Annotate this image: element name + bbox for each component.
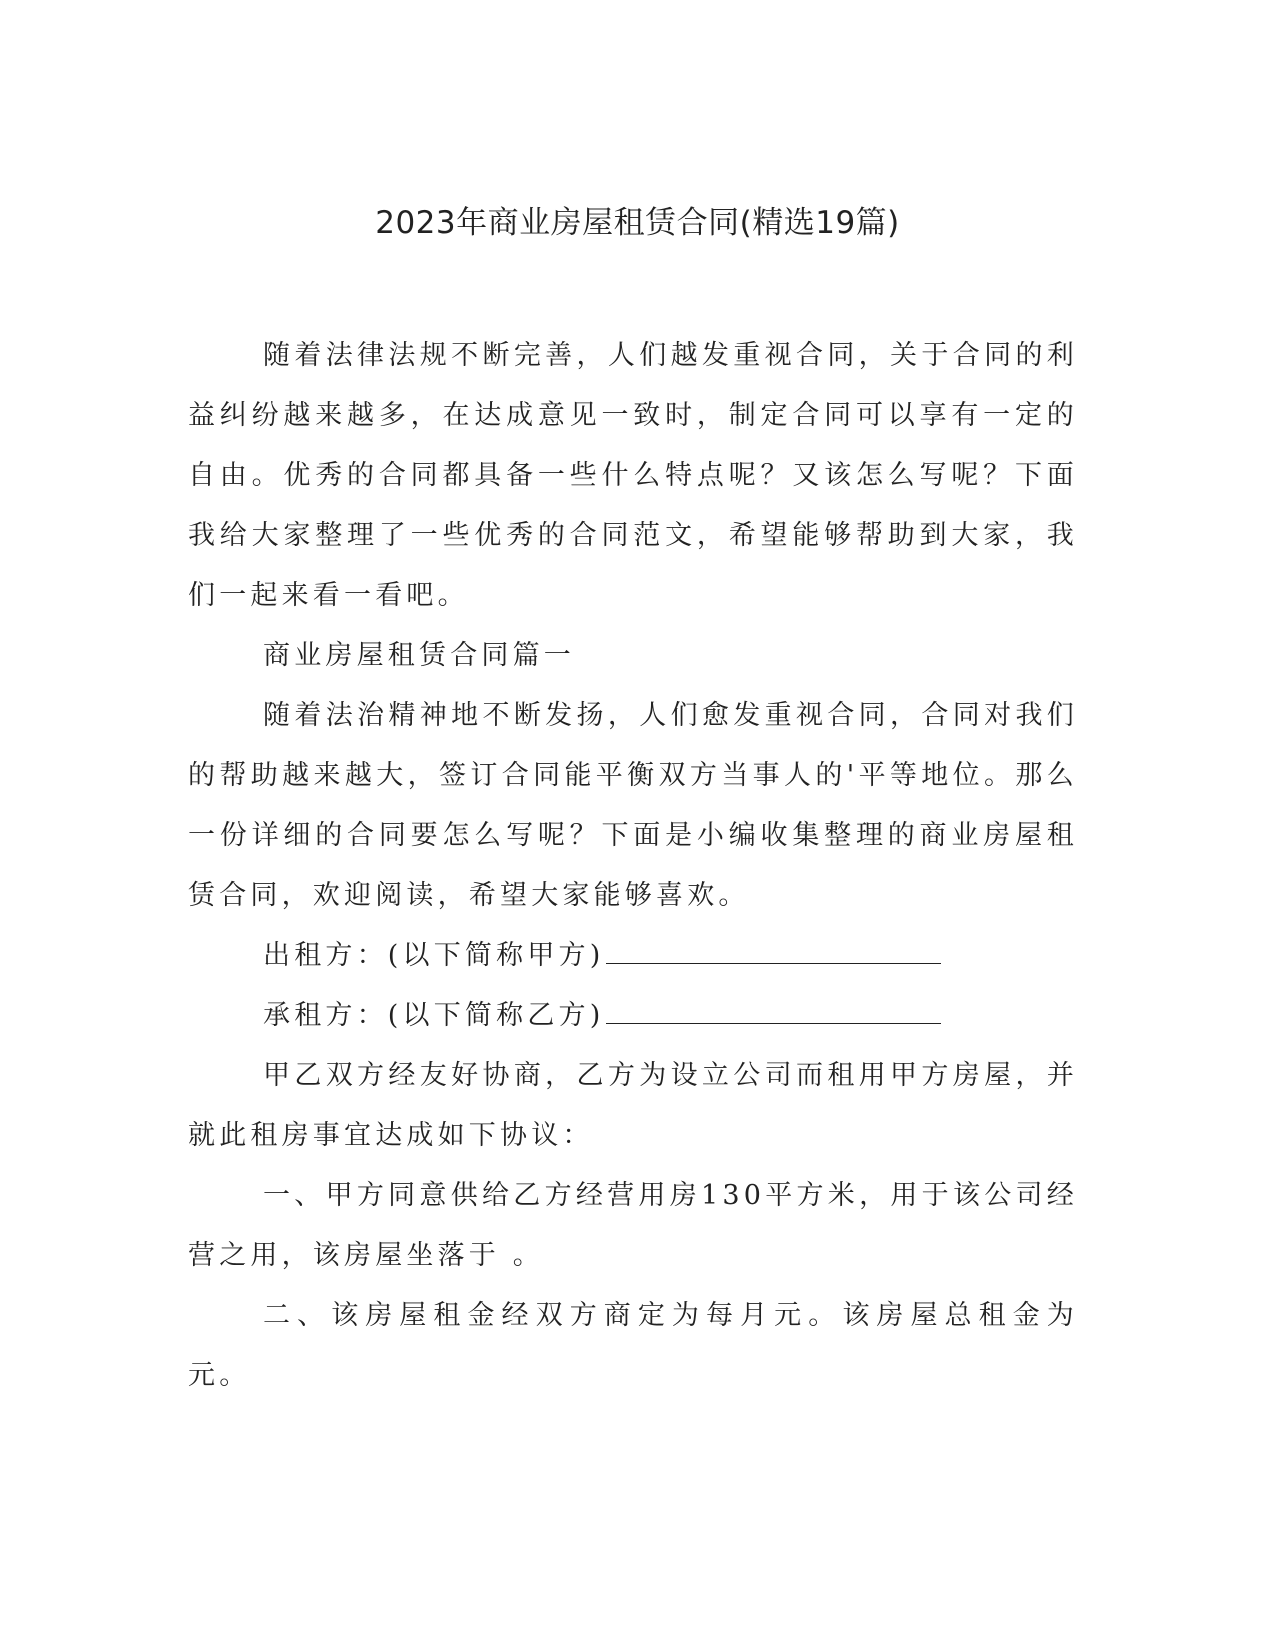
lessor-blank-line (606, 939, 941, 964)
lessee-line (188, 986, 1078, 1046)
lessee-blank-line (606, 999, 941, 1024)
lessor-label: 出租方：(以下简称甲方) (263, 940, 605, 971)
section-heading: 商业房屋租赁合同篇一 (263, 640, 575, 671)
document-body (188, 326, 1078, 1406)
lessor-line (188, 926, 1078, 986)
agreement-paragraph: 甲乙双方经友好协商，乙方为设立公司而租用甲方房屋，并就此租房事宜达成如下协议： (188, 1060, 1078, 1151)
clause-2-paragraph: 二、该房屋租金经双方商定为每月元。该房屋总租金为 元。 (188, 1300, 1078, 1391)
section-intro-paragraph: 随着法治精神地不断发扬，人们愈发重视合同，合同对我们的帮助越来越大，签订合同能平衡双方当事人的'平等地位。那么一份详细的合同要怎么写呢？下面是小编收集整理的商业房屋租赁合同，欢迎阅读，希望大家能够喜欢。 (188, 700, 1078, 911)
intro-paragraph: 随着法律法规不断完善，人们越发重视合同，关于合同的利益纠纷越来越多，在达成意见一致时，制定合同可以享有一定的自由。优秀的合同都具备一些什么特点呢？又该怎么写呢？下面我给大家整理了一些优秀的合同范文，希望能够帮助到大家，我们一起来看一看吧。 (188, 340, 1078, 611)
document-title: 2023年商业房屋租赁合同(精选19篇) (375, 205, 900, 241)
clause-1-paragraph: 一、甲方同意供给乙方经营用房130平方米，用于该公司经营之用，该房屋坐落于 。 (188, 1180, 1078, 1271)
lessee-label: 承租方：(以下简称乙方) (263, 1000, 605, 1031)
